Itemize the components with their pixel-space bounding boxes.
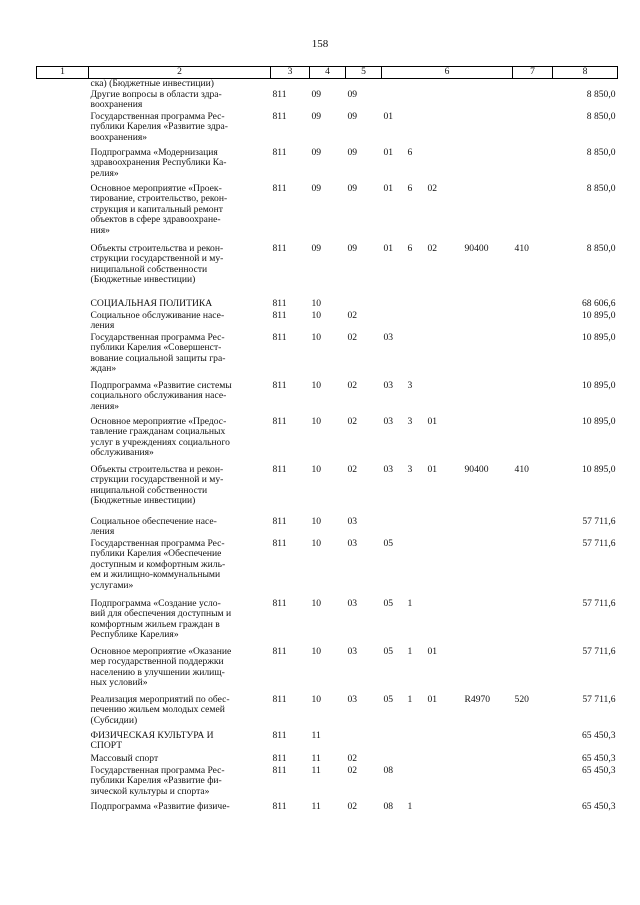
cell-vr <box>513 333 553 381</box>
cell-amount: 10 895,0 <box>581 415 616 427</box>
cell-subsection: 03 <box>347 645 358 657</box>
cell-prog: 05 <box>383 537 394 549</box>
cell-prog: 05 <box>383 693 394 705</box>
cell-amount: 57 711,6 <box>582 693 616 705</box>
cell-sub <box>406 112 426 148</box>
cell-section: 11 <box>311 764 321 776</box>
cell-empty <box>37 539 89 599</box>
cell-code <box>463 112 513 148</box>
cell-sub <box>406 79 426 90</box>
cell-amount: 8 850,0 <box>586 88 616 100</box>
cell-sub <box>406 731 426 754</box>
cell-prog: 01 <box>383 110 394 122</box>
cell-empty <box>37 299 89 311</box>
cell-sub: 6 <box>407 242 413 254</box>
cell-amount: 8 850,0 <box>586 146 616 158</box>
cell-ministry: 811 <box>272 800 287 812</box>
cell-section: 11 <box>311 752 321 764</box>
table-row <box>37 79 618 90</box>
cell-vr <box>513 299 553 311</box>
cell-empty <box>37 417 89 465</box>
cell-empty <box>37 754 89 766</box>
cell-amount: 10 895,0 <box>581 309 616 321</box>
cell-amount: 65 450,3 <box>581 800 616 812</box>
cell-empty <box>37 90 89 112</box>
cell-event: 01 <box>427 463 438 475</box>
table-row <box>37 647 618 695</box>
cell-subsection <box>346 299 382 311</box>
cell-section: 11 <box>311 800 321 812</box>
cell-ministry: 811 <box>272 110 287 122</box>
cell-vr <box>513 381 553 417</box>
cell-subsection: 02 <box>347 415 358 427</box>
cell-event <box>426 148 463 184</box>
cell-code <box>463 90 513 112</box>
cell-sub <box>406 90 426 112</box>
table-row <box>37 112 618 148</box>
cell-empty <box>37 647 89 695</box>
cell-subsection <box>346 79 382 90</box>
cell-subsection: 02 <box>347 752 358 764</box>
cell-empty <box>37 333 89 381</box>
cell-vr <box>513 148 553 184</box>
cell-prog <box>382 79 406 90</box>
cell-sub <box>406 299 426 311</box>
cell-name: Объекты строительства и рекон- струкции государственной и му- ниципальной собственности (Бюджетные инвестиции) <box>90 242 224 286</box>
cell-subsection <box>346 731 382 754</box>
cell-empty <box>37 244 89 299</box>
column-header: 2 <box>89 67 271 79</box>
cell-empty <box>37 465 89 517</box>
cell-subsection: 02 <box>347 463 358 475</box>
table-row <box>37 802 618 814</box>
cell-name: Реализация мероприятий по обес- печению жильем молодых семей (Субсидии) <box>90 693 230 726</box>
cell-event: 01 <box>427 693 438 705</box>
cell-subsection: 02 <box>347 764 358 776</box>
cell-subsection: 09 <box>347 146 358 158</box>
cell-amount: 8 850,0 <box>586 242 616 254</box>
cell-name: Подпрограмма «Создание усло- вий для обеспечения доступным и комфортным жильем граждан в Республике Карелия» <box>90 597 232 641</box>
cell-event: 01 <box>427 415 438 427</box>
column-header: 5 <box>346 67 382 79</box>
cell-ministry: 811 <box>272 331 287 343</box>
cell-section: 09 <box>311 88 322 100</box>
cell-code <box>463 766 513 802</box>
cell-empty <box>37 381 89 417</box>
cell-name: Государственная программа Рес- публики Карелия «Обеспечение доступным и комфортным жиль- ем и жилищно-коммунальными услугами» <box>90 537 226 591</box>
cell-subsection: 03 <box>347 537 358 549</box>
cell-prog: 01 <box>383 242 394 254</box>
cell-vr <box>513 90 553 112</box>
cell-name: Подпрограмма «Модернизация здравоохранения Республики Ка- релия» <box>90 146 227 179</box>
cell-event <box>426 381 463 417</box>
cell-amount: 10 895,0 <box>581 379 616 391</box>
table-row <box>37 311 618 333</box>
cell-code <box>463 417 513 465</box>
table-row <box>37 90 618 112</box>
cell-subsection: 03 <box>347 597 358 609</box>
cell-sub <box>406 766 426 802</box>
cell-section: 09 <box>311 146 322 158</box>
cell-section: 10 <box>311 379 322 391</box>
cell-amount: 68 606,6 <box>581 297 616 309</box>
cell-ministry: 811 <box>272 693 287 705</box>
table-row <box>37 599 618 647</box>
cell-amount: 57 711,6 <box>582 645 616 657</box>
cell-prog <box>382 311 406 333</box>
cell-amount: 65 450,3 <box>581 752 616 764</box>
table-row <box>37 766 618 802</box>
cell-name: СОЦИАЛЬНАЯ ПОЛИТИКА <box>90 297 213 309</box>
cell-event <box>426 299 463 311</box>
cell-ministry: 811 <box>272 88 287 100</box>
cell-ministry: 811 <box>272 515 287 527</box>
cell-section: 10 <box>311 415 322 427</box>
column-header: 3 <box>271 67 310 79</box>
cell-empty <box>37 599 89 647</box>
cell-event: 02 <box>427 242 438 254</box>
cell-empty <box>37 79 89 90</box>
cell-ministry: 811 <box>272 764 287 776</box>
table-row <box>37 184 618 244</box>
cell-prog <box>382 731 406 754</box>
cell-event <box>426 79 463 90</box>
column-number-row <box>37 67 618 79</box>
cell-event <box>426 599 463 647</box>
cell-sub <box>406 539 426 599</box>
cell-section: 10 <box>311 309 322 321</box>
cell-code <box>463 754 513 766</box>
cell-subsection: 03 <box>347 693 358 705</box>
table-row <box>37 754 618 766</box>
cell-code <box>463 333 513 381</box>
cell-name: Основное мероприятие «Оказание мер государственной поддержки населению в улучшении жилищ- ных условий» <box>90 645 232 689</box>
cell-ministry: 811 <box>272 463 287 475</box>
cell-name: ска) (Бюджетные инвестиции) <box>90 78 215 89</box>
cell-vr <box>513 539 553 599</box>
cell-name: Государственная программа Рес- публики Карелия «Развитие фи- зической культуры и спорта» <box>90 764 225 797</box>
table-row <box>37 381 618 417</box>
table-row <box>37 695 618 731</box>
column-header: 1 <box>37 67 89 79</box>
cell-vr <box>513 517 553 539</box>
cell-amount: 65 450,3 <box>581 729 616 741</box>
cell-prog: 08 <box>383 764 394 776</box>
table-row <box>37 465 618 517</box>
cell-sub: 3 <box>407 379 413 391</box>
cell-subsection: 09 <box>347 110 358 122</box>
cell-sub: 3 <box>407 463 413 475</box>
cell-subsection: 09 <box>347 88 358 100</box>
column-header: 8 <box>553 67 618 79</box>
cell-section: 10 <box>311 693 322 705</box>
cell-empty <box>37 731 89 754</box>
cell-section: 09 <box>311 242 322 254</box>
cell-section: 11 <box>311 729 321 741</box>
cell-sub <box>406 333 426 381</box>
cell-subsection: 02 <box>347 331 358 343</box>
cell-event <box>426 754 463 766</box>
cell-ministry: 811 <box>272 537 287 549</box>
cell-event <box>426 333 463 381</box>
cell-amount: 8 850,0 <box>586 110 616 122</box>
cell-amount: 57 711,6 <box>582 537 616 549</box>
cell-name: Подпрограмма «Развитие системы социального обслуживания насе- ления» <box>90 379 232 412</box>
cell-sub: 1 <box>407 645 413 657</box>
cell-section: 10 <box>311 331 322 343</box>
cell-ministry: 811 <box>272 729 287 741</box>
cell-event <box>426 517 463 539</box>
cell-code <box>463 311 513 333</box>
cell-name: Другие вопросы в области здра- воохранения <box>90 88 222 111</box>
cell-ministry: 811 <box>272 297 287 309</box>
cell-name: Основное мероприятие «Предос- тавление гражданам социальных услуг в учреждениях социального обслуживания» <box>90 415 230 459</box>
cell-section <box>310 79 346 90</box>
cell-sub: 3 <box>407 415 413 427</box>
cell-subsection: 09 <box>347 182 358 194</box>
cell-section: 10 <box>311 463 322 475</box>
column-header: 7 <box>513 67 553 79</box>
cell-code <box>463 184 513 244</box>
table-row <box>37 731 618 754</box>
cell-subsection: 09 <box>347 242 358 254</box>
cell-empty <box>37 695 89 731</box>
cell-vr <box>513 731 553 754</box>
table-body <box>37 79 618 814</box>
cell-ministry: 811 <box>272 182 287 194</box>
cell-prog: 08 <box>383 800 394 812</box>
column-header: 6 <box>382 67 513 79</box>
cell-subsection: 03 <box>347 515 358 527</box>
cell-name: Социальное обслуживание насе- ления <box>90 309 225 332</box>
cell-section: 09 <box>311 182 322 194</box>
cell-amount: 10 895,0 <box>581 331 616 343</box>
cell-sub: 1 <box>407 800 413 812</box>
cell-amount: 57 711,6 <box>582 515 616 527</box>
cell-event <box>426 112 463 148</box>
cell-code <box>463 731 513 754</box>
cell-vr <box>513 417 553 465</box>
cell-code <box>463 647 513 695</box>
cell-ministry: 811 <box>272 597 287 609</box>
cell-event <box>426 731 463 754</box>
cell-name: ФИЗИЧЕСКАЯ КУЛЬТУРА И СПОРТ <box>90 729 214 752</box>
cell-ministry: 811 <box>272 645 287 657</box>
cell-prog <box>382 90 406 112</box>
cell-prog: 03 <box>383 463 394 475</box>
cell-prog: 01 <box>383 182 394 194</box>
cell-amount: 10 895,0 <box>581 463 616 475</box>
cell-name: Объекты строительства и рекон- струкции государственной и му- ниципальной собственности (Бюджетные инвестиции) <box>90 463 224 507</box>
table-row <box>37 517 618 539</box>
cell-code <box>463 802 513 814</box>
cell-sub: 6 <box>407 146 413 158</box>
cell-empty <box>37 112 89 148</box>
cell-empty <box>37 802 89 814</box>
cell-name: Подпрограмма «Развитие физиче- <box>90 800 230 812</box>
cell-prog: 03 <box>383 415 394 427</box>
table-row <box>37 148 618 184</box>
cell-name: Массовый спорт <box>90 752 159 764</box>
cell-event <box>426 766 463 802</box>
cell-code <box>463 599 513 647</box>
cell-empty <box>37 311 89 333</box>
cell-vr <box>513 112 553 148</box>
cell-sub: 6 <box>407 182 413 194</box>
cell-code <box>463 539 513 599</box>
cell-vr <box>513 184 553 244</box>
cell-empty <box>37 184 89 244</box>
cell-section: 09 <box>311 110 322 122</box>
cell-code: R4970 <box>464 693 491 705</box>
table-row <box>37 539 618 599</box>
cell-prog <box>382 299 406 311</box>
cell-amount: 57 711,6 <box>582 597 616 609</box>
cell-name: Основное мероприятие «Проек- тирование, строительство, рекон- струкция и капитальный ремонт объектов в сфере здравоохране- ния» <box>90 182 228 236</box>
cell-sub: 1 <box>407 597 413 609</box>
cell-vr <box>513 599 553 647</box>
column-header: 4 <box>310 67 346 79</box>
cell-prog: 01 <box>383 146 394 158</box>
cell-section: 10 <box>311 597 322 609</box>
cell-vr: 410 <box>514 242 529 254</box>
table-row <box>37 299 618 311</box>
cell-vr <box>513 754 553 766</box>
cell-section: 10 <box>311 645 322 657</box>
cell-empty <box>37 766 89 802</box>
cell-subsection: 02 <box>347 379 358 391</box>
table-row <box>37 417 618 465</box>
cell-prog: 05 <box>383 645 394 657</box>
table-row <box>37 244 618 299</box>
cell-prog: 05 <box>383 597 394 609</box>
cell-amount <box>553 79 618 90</box>
cell-prog: 03 <box>383 379 394 391</box>
cell-code <box>463 79 513 90</box>
cell-vr <box>513 647 553 695</box>
cell-vr <box>513 79 553 90</box>
cell-prog <box>382 517 406 539</box>
cell-code: 90400 <box>464 463 489 475</box>
cell-sub <box>406 311 426 333</box>
cell-sub <box>406 517 426 539</box>
cell-prog: 03 <box>383 331 394 343</box>
cell-ministry: 811 <box>272 415 287 427</box>
cell-event <box>426 539 463 599</box>
cell-event <box>426 802 463 814</box>
cell-empty <box>37 148 89 184</box>
cell-sub <box>406 754 426 766</box>
cell-name: Государственная программа Рес- публики Карелия «Развитие здра- воохранения» <box>90 110 228 143</box>
cell-section: 10 <box>311 537 322 549</box>
cell-ministry: 811 <box>272 309 287 321</box>
cell-code <box>463 299 513 311</box>
cell-section: 10 <box>311 297 322 309</box>
cell-code <box>463 381 513 417</box>
cell-amount: 65 450,3 <box>581 764 616 776</box>
cell-vr: 410 <box>514 463 529 475</box>
cell-empty <box>37 517 89 539</box>
cell-event <box>426 311 463 333</box>
cell-vr <box>513 802 553 814</box>
cell-name: Социальное обеспечение насе- ления <box>90 515 217 538</box>
cell-name: Государственная программа Рес- публики Карелия «Совершенст- вование социальной защиты гра- ждан» <box>90 331 226 375</box>
cell-subsection: 02 <box>347 800 358 812</box>
cell-event <box>426 90 463 112</box>
cell-sub: 1 <box>407 693 413 705</box>
table-row <box>37 333 618 381</box>
cell-amount: 8 850,0 <box>586 182 616 194</box>
cell-code <box>463 517 513 539</box>
cell-section: 10 <box>311 515 322 527</box>
cell-ministry <box>271 79 310 90</box>
cell-event: 01 <box>427 645 438 657</box>
cell-ministry: 811 <box>272 146 287 158</box>
cell-code: 90400 <box>464 242 489 254</box>
cell-vr <box>513 311 553 333</box>
cell-prog <box>382 754 406 766</box>
cell-ministry: 811 <box>272 242 287 254</box>
cell-vr <box>513 766 553 802</box>
cell-ministry: 811 <box>272 379 287 391</box>
cell-ministry: 811 <box>272 752 287 764</box>
budget-table <box>36 66 618 814</box>
cell-subsection: 02 <box>347 309 358 321</box>
cell-vr: 520 <box>514 693 529 705</box>
page-number: 158 <box>311 38 329 50</box>
cell-code <box>463 148 513 184</box>
cell-event: 02 <box>427 182 438 194</box>
